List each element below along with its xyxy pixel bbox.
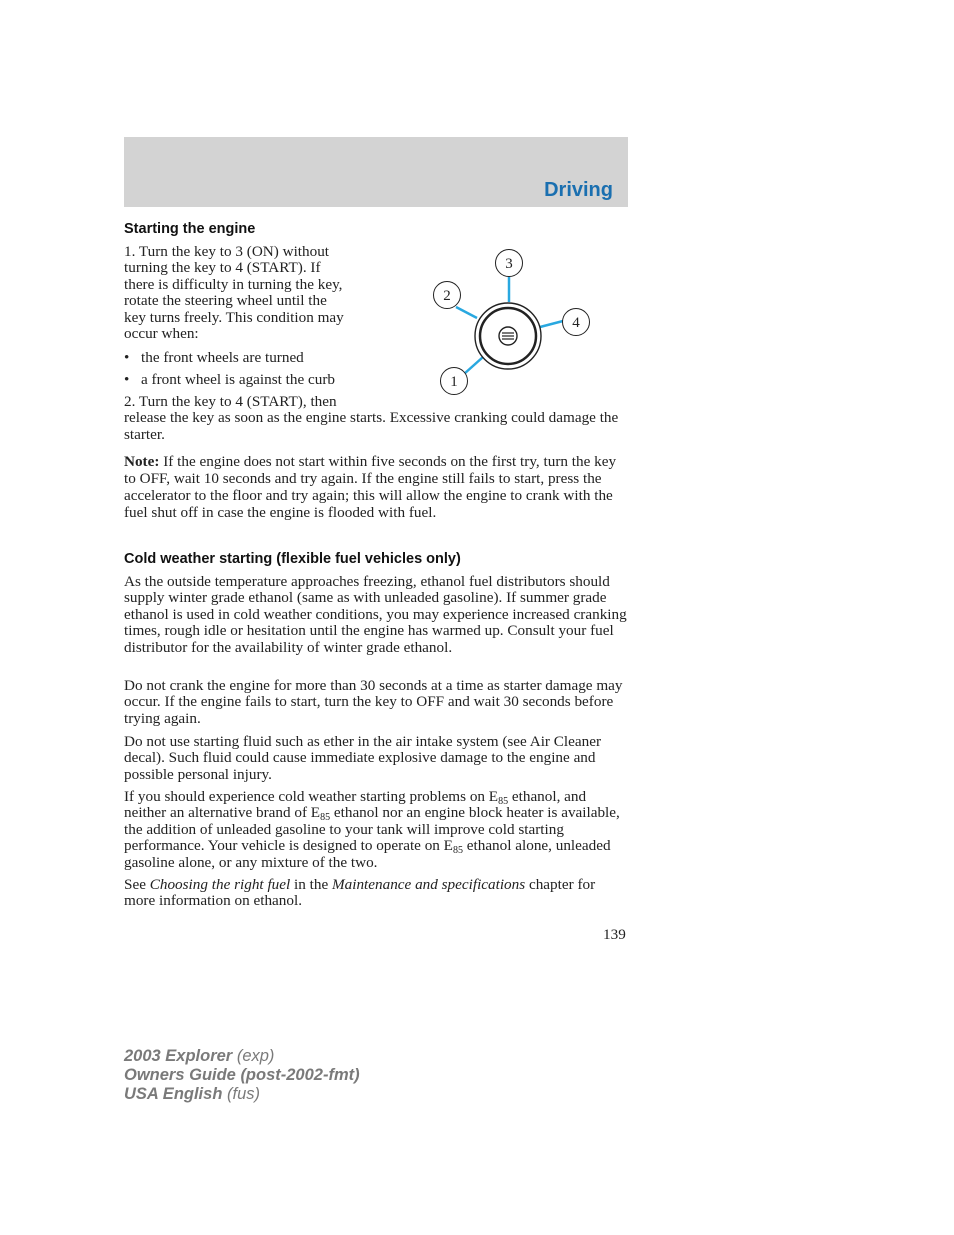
cold-p2: Do not crank the engine for more than 30 seconds at a time as starter damage may occur. If the engine fails to start, turn the key to OFF and wait 30 seconds before trying again. bbox=[124, 677, 623, 727]
cold-p5: See Choosing the right fuel in the Maintenance and specifications chapter for more information on ethanol. bbox=[124, 876, 596, 910]
position-3-label: 3 bbox=[505, 256, 513, 272]
step1-line: turning the key to 4 (START). If bbox=[124, 259, 321, 277]
position-4-label: 4 bbox=[572, 315, 580, 331]
page-number: 139 bbox=[603, 926, 626, 943]
step2-first-line: 2. Turn the key to 4 (START), then bbox=[124, 393, 337, 410]
cold-p1: As the outside temperature approaches freezing, ethanol fuel distributors should supply winter grade ethanol (same as with unleaded gasoline). If summer grade ethanol is used in cold weather conditions, you may experience increased cranking times, rough idle or hesitation until the engine has warmed up. Consult your fuel distributor for the availability of winter grade ethanol. bbox=[124, 573, 627, 656]
bullet-item: • the front wheels are turned bbox=[124, 349, 304, 366]
heading-cold-weather: Cold weather starting (flexible fuel vehicles only) bbox=[124, 551, 461, 567]
step1-line: there is difficulty in turning the key, bbox=[124, 275, 343, 293]
step1-line: occur when: bbox=[124, 325, 199, 343]
step1-line: 1. Turn the key to 3 (ON) without bbox=[124, 243, 330, 260]
document-footer: 2003 Explorer (exp) Owners Guide (post-2002-fmt) USA English (fus) bbox=[124, 1047, 360, 1103]
step2-rest: release the key as soon as the engine starts. Excessive cranking could damage the starter. bbox=[124, 409, 619, 443]
note-paragraph bbox=[124, 453, 629, 521]
bullet-text: a front wheel is against the curb bbox=[141, 371, 335, 388]
position-4-line bbox=[540, 321, 563, 327]
cross-ref-fuel: Choosing the right fuel bbox=[149, 876, 291, 893]
cold-p3: Do not use starting fluid such as ether in the air intake system (see Air Cleaner decal). Such fluid could cause immediate explosive damage to the engine and possible personal injury. bbox=[124, 733, 602, 783]
step1-text bbox=[124, 244, 384, 342]
bullet-item: • a front wheel is against the curb bbox=[124, 371, 335, 388]
note-text: If the engine does not start within five seconds on the first try, turn the key to OFF, wait 10 seconds and try again. If the engine still fails to start, press the accelerator to the floor and try again; this will allow the engine to crank with the fuel shut off in case the engine is flooded with fuel. bbox=[124, 453, 617, 521]
cross-ref-maintenance: Maintenance and specifications bbox=[331, 876, 526, 893]
step1-line: rotate the steering wheel until the bbox=[124, 292, 327, 310]
position-1-line bbox=[464, 357, 483, 374]
position-2-line bbox=[456, 307, 477, 318]
section-header-band bbox=[124, 137, 628, 207]
cold-p4: If you should experience cold weather starting problems on $E_{85}$ ethanol, and neither an alternative brand of $E_{85}$ ethanol nor an engine block heater is available, the addition of unleaded gasoline to your tank will improve cold starting performance. Your vehicle is designed to operate on $E_{85}$ ethanol alone, unleaded gasoline alone, or any mixture of the two. bbox=[124, 788, 620, 871]
section-title: Driving bbox=[544, 179, 613, 201]
note-label: Note: bbox=[124, 453, 160, 470]
step2-text bbox=[124, 394, 629, 443]
position-2-label: 2 bbox=[443, 288, 451, 304]
position-1-label: 1 bbox=[450, 374, 458, 390]
bullet-text: the front wheels are turned bbox=[141, 349, 304, 366]
heading-starting-engine: Starting the engine bbox=[124, 221, 256, 237]
ignition-switch-diagram bbox=[425, 245, 600, 400]
step1-line: key turns freely. This condition may bbox=[124, 308, 344, 326]
